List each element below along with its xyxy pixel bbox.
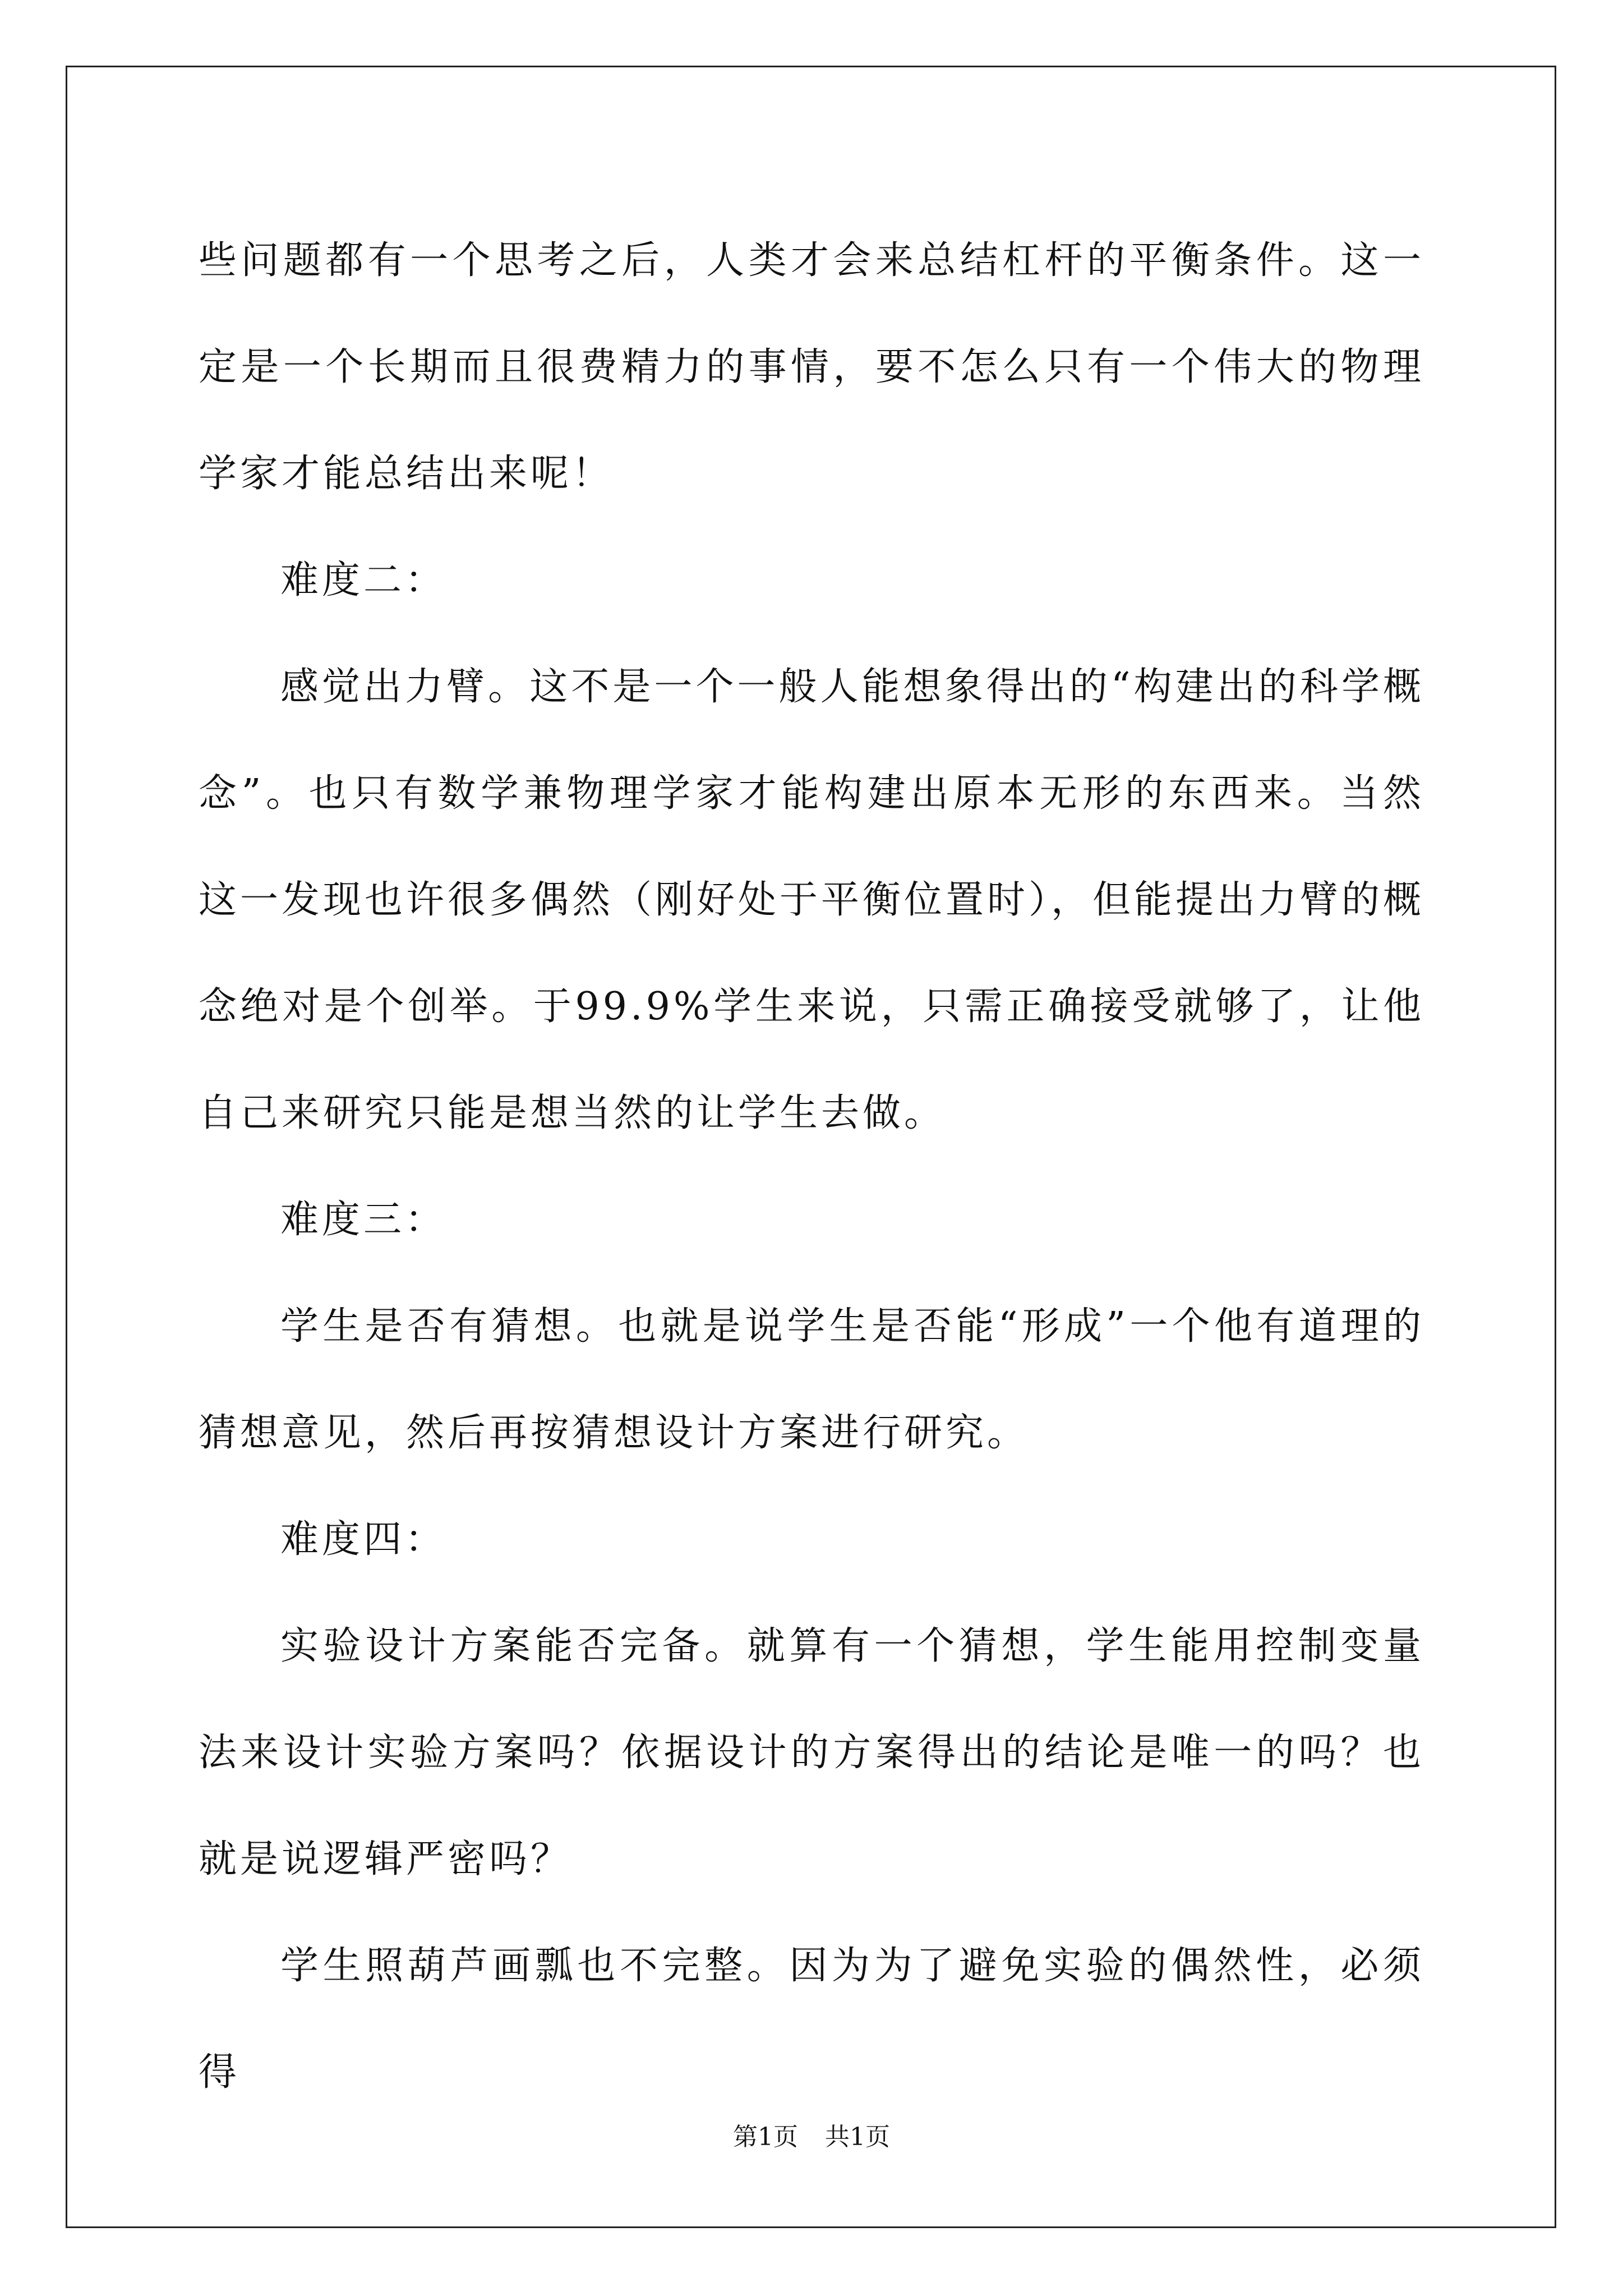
document-body (199, 208, 1424, 2126)
paragraph-5: 学生是否有猜想。也就是说学生是否能“形成”一个他有道理的猜想意见，然后再按猜想设计方案进行研究。 (199, 1304, 1424, 1455)
page-total: 共1页 (825, 2123, 890, 2151)
page-number: 第1页 (733, 2123, 798, 2151)
paragraph-3: 感觉出力臂。这不是一个一般人能想象得出的“构建出的科学概念”。也只有数学兼物理学家才能构建出原本无形的东西来。当然这一发现也许很多偶然（刚好处于平衡位置时），但能提出力臂的概念绝对是个创举。于99.9%学生来说，只需正确接受就够了，让他自己来研究只能是想当然的让学生去做。 (199, 665, 1425, 1135)
paragraph-1: 些问题都有一个思考之后，人类才会来总结杠杆的平衡条件。这一定是一个长期而且很费精力的事情，要不怎么只有一个伟大的物理学家才能总结出来呢！ (199, 238, 1424, 496)
paragraph-heading-difficulty-4: 难度四： (280, 1517, 447, 1562)
paragraph-8: 学生照葫芦画瓢也不完整。因为为了避免实验的偶然性，必须得 (199, 1944, 1424, 2095)
paragraph-heading-difficulty-2: 难度二： (280, 558, 447, 602)
paragraph-7: 实验设计方案能否完备。就算有一个猜想，学生能用控制变量法来设计实验方案吗？依据设计的方案得出的结论是唯一的吗？也就是说逻辑严密吗？ (199, 1624, 1424, 1881)
page-footer (0, 2120, 1623, 2154)
paragraph-heading-difficulty-3: 难度三： (280, 1198, 447, 1242)
